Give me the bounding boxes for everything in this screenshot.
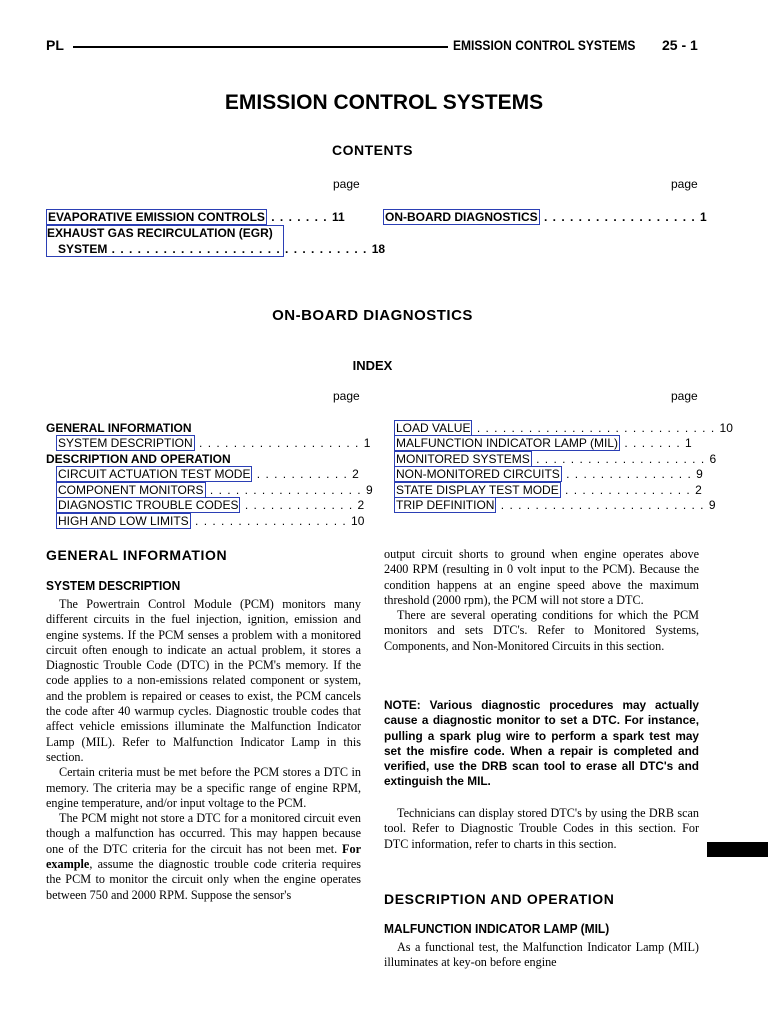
text-run: , assume the diagnostic trouble code criteria requires the PCM to monitor the circuit only when the engine operates between 750 and 2000 RPM. Suppose the sensor's bbox=[46, 857, 361, 902]
toc-leader: . . . . . . . . . . . . . . . . . . bbox=[539, 210, 701, 224]
toc-leader: . . . . . . . bbox=[266, 210, 332, 224]
index-leader: . . . . . . . . . . . . . . . . . . . bbox=[194, 436, 364, 450]
index-page-number: 9 bbox=[696, 467, 703, 481]
subheading-mil: MALFUNCTION INDICATOR LAMP (MIL) bbox=[384, 921, 610, 936]
index-page-number: 9 bbox=[708, 498, 716, 512]
index-entry-circuit-actuation bbox=[56, 467, 359, 481]
index-link[interactable]: CIRCUIT ACTUATION TEST MODE bbox=[58, 467, 251, 481]
index-page-number: 2 bbox=[352, 467, 359, 481]
index-entry-mil bbox=[394, 436, 692, 450]
toc-page-number: 11 bbox=[331, 210, 345, 224]
index-page-number: 2 bbox=[695, 483, 702, 497]
index-group-description-operation: DESCRIPTION AND OPERATION bbox=[46, 452, 231, 466]
header-page-number: 25 - 1 bbox=[662, 37, 698, 53]
index-leader: . . . . . . . . . . . . . . . . . . . . . . . . bbox=[496, 498, 709, 512]
text-run: The PCM might not store a DTC for a monitored circuit even though a malfunction has occurred. This may happen because one of the DTC criteria for the circuit has not been met. bbox=[46, 811, 361, 856]
subheading-system-description: SYSTEM DESCRIPTION bbox=[46, 578, 181, 593]
paragraph: As a functional test, the Malfunction Indicator Lamp (MIL) illuminates at key-on before engine bbox=[384, 940, 699, 970]
page-title: EMISSION CONTROL SYSTEMS bbox=[224, 91, 544, 114]
paragraph: The Powertrain Control Module (PCM) monitors many different circuits in the fuel injection, ignition, emission and engine systems. If the PCM senses a problem with a monitored circuit often enough to indicate an actual problem, it stores a Diagnostic Trouble Code (DTC) in the PCM's memory. If the code applies to a non-emissions related component or system, and the problem is repaired or ceases to exist, the PCM cancels the code after 40 warmup cycles. Diagnostic trouble codes that affect vehicle emissions illuminate the Malfunction Indicator Lamp (MIL). Refer to Malfunction Indicator Lamp in this section. bbox=[46, 597, 361, 764]
index-entry-diagnostic-trouble-codes bbox=[56, 498, 364, 512]
toc-page-number: 1 bbox=[700, 210, 707, 224]
header-section-code: PL bbox=[46, 37, 64, 53]
right-column-text bbox=[384, 547, 699, 654]
index-link[interactable]: DIAGNOSTIC TROUBLE CODES bbox=[58, 498, 239, 512]
index-link[interactable]: LOAD VALUE bbox=[396, 421, 471, 435]
index-entry-monitored-systems bbox=[394, 452, 716, 466]
right-column-text-2 bbox=[384, 806, 699, 852]
index-link[interactable]: MONITORED SYSTEMS bbox=[396, 452, 530, 466]
contents-page-label-right: page bbox=[671, 177, 698, 191]
index-link[interactable]: NON-MONITORED CIRCUITS bbox=[396, 467, 560, 481]
index-leader: . . . . . . . bbox=[620, 436, 686, 450]
index-entry-high-low-limits bbox=[56, 514, 364, 528]
index-page-number: 1 bbox=[685, 436, 692, 450]
index-link[interactable]: STATE DISPLAY TEST MODE bbox=[396, 483, 559, 497]
right-column-text-3 bbox=[384, 940, 699, 971]
index-page-number: 1 bbox=[363, 436, 371, 450]
section-thumb-tab bbox=[707, 842, 768, 857]
toc-entry-evaporative bbox=[46, 210, 345, 224]
toc-entry-egr-line2 bbox=[58, 242, 385, 256]
index-page-number: 10 bbox=[351, 514, 365, 528]
index-link[interactable]: SYSTEM DESCRIPTION bbox=[58, 436, 193, 450]
bold-phrase: For example bbox=[46, 841, 361, 872]
index-page-number: 6 bbox=[709, 452, 717, 466]
index-page-number: 10 bbox=[719, 421, 733, 435]
section-title: ON-BOARD DIAGNOSTICS bbox=[272, 307, 473, 324]
note-block: NOTE: Various diagnostic procedures may actually cause a diagnostic monitor to set a DTC. For instance, pulling a spark plug wire to perform a spark test may set the misfire code. When a repair is completed and verified, use the DRB scan tool to erase all DTC's and extinguish the MIL. bbox=[384, 698, 699, 789]
index-leader: . . . . . . . . . . . . . bbox=[240, 498, 358, 512]
index-entry-load-value bbox=[394, 421, 733, 435]
toc-leader: . . . . . . . . . . . . . . . . . . . . . . . . . . . . . . bbox=[107, 242, 372, 256]
index-leader: . . . . . . . . . . . . . . . . . . bbox=[205, 483, 366, 497]
contents-page-label-left: page bbox=[333, 177, 360, 191]
left-column-text bbox=[46, 597, 361, 903]
index-leader: . . . . . . . . . . . . . . . . . . . . bbox=[531, 452, 710, 466]
index-entry-system-description bbox=[56, 436, 370, 450]
header-rule bbox=[73, 46, 448, 48]
index-page-number: 9 bbox=[365, 483, 373, 497]
index-page-number: 2 bbox=[357, 498, 365, 512]
index-entry-component-monitors bbox=[56, 483, 373, 497]
toc-link-egr-label: SYSTEM bbox=[58, 242, 108, 256]
toc-entry-obd bbox=[383, 210, 707, 224]
index-leader: . . . . . . . . . . . . . . . bbox=[560, 483, 696, 497]
index-link[interactable]: COMPONENT MONITORS bbox=[58, 483, 204, 497]
index-entry-trip-definition bbox=[394, 498, 716, 512]
index-link[interactable]: HIGH AND LOW LIMITS bbox=[58, 514, 189, 528]
header-chapter-title: EMISSION CONTROL SYSTEMS bbox=[453, 37, 636, 53]
heading-general-information: GENERAL INFORMATION bbox=[46, 547, 228, 563]
paragraph bbox=[46, 811, 361, 903]
paragraph: Technicians can display stored DTC's by using the DRB scan tool. Refer to Diagnostic Trouble Codes in this section. For DTC information, refer to charts in this section. bbox=[384, 806, 699, 851]
index-page-label-right: page bbox=[671, 389, 698, 403]
index-leader: . . . . . . . . . . . . . . . . . . . . . . . . . . . . bbox=[472, 421, 720, 435]
paragraph: There are several operating conditions for which the PCM monitors and sets DTC's. Refer to Monitored Systems, Components, and Non-Monitored Circuits in this section. bbox=[384, 608, 699, 653]
index-leader: . . . . . . . . . . . . . . . bbox=[561, 467, 697, 481]
index-link[interactable]: TRIP DEFINITION bbox=[396, 498, 495, 512]
heading-description-operation: DESCRIPTION AND OPERATION bbox=[384, 891, 615, 907]
toc-page-number: 18 bbox=[371, 242, 386, 256]
index-leader: . . . . . . . . . . . bbox=[252, 467, 353, 481]
paragraph: Certain criteria must be met before the PCM stores a DTC in memory. The criteria may be a specific range of engine RPM, engine temperature, and/or input voltage to the PCM. bbox=[46, 765, 361, 810]
contents-heading: CONTENTS bbox=[332, 142, 413, 158]
index-group-general-information: GENERAL INFORMATION bbox=[46, 421, 192, 435]
toc-entry-egr-line1: EXHAUST GAS RECIRCULATION (EGR) bbox=[47, 226, 273, 240]
toc-link-evaporative[interactable]: EVAPORATIVE EMISSION CONTROLS bbox=[48, 210, 265, 224]
index-leader: . . . . . . . . . . . . . . . . . . bbox=[190, 514, 352, 528]
index-page-label-left: page bbox=[333, 389, 360, 403]
index-link[interactable]: MALFUNCTION INDICATOR LAMP (MIL) bbox=[396, 436, 619, 450]
paragraph: output circuit shorts to ground when engine operates above 2400 RPM (resulting in 0 volt input to the PCM). Because the condition happens at an engine speed above the maximum threshold (2000 rpm), the PCM will not store a DTC. bbox=[384, 547, 699, 607]
index-heading: INDEX bbox=[352, 358, 393, 373]
index-entry-non-monitored-circuits bbox=[394, 467, 703, 481]
index-entry-state-display-test-mode bbox=[394, 483, 702, 497]
toc-link-obd[interactable]: ON-BOARD DIAGNOSTICS bbox=[385, 210, 538, 224]
